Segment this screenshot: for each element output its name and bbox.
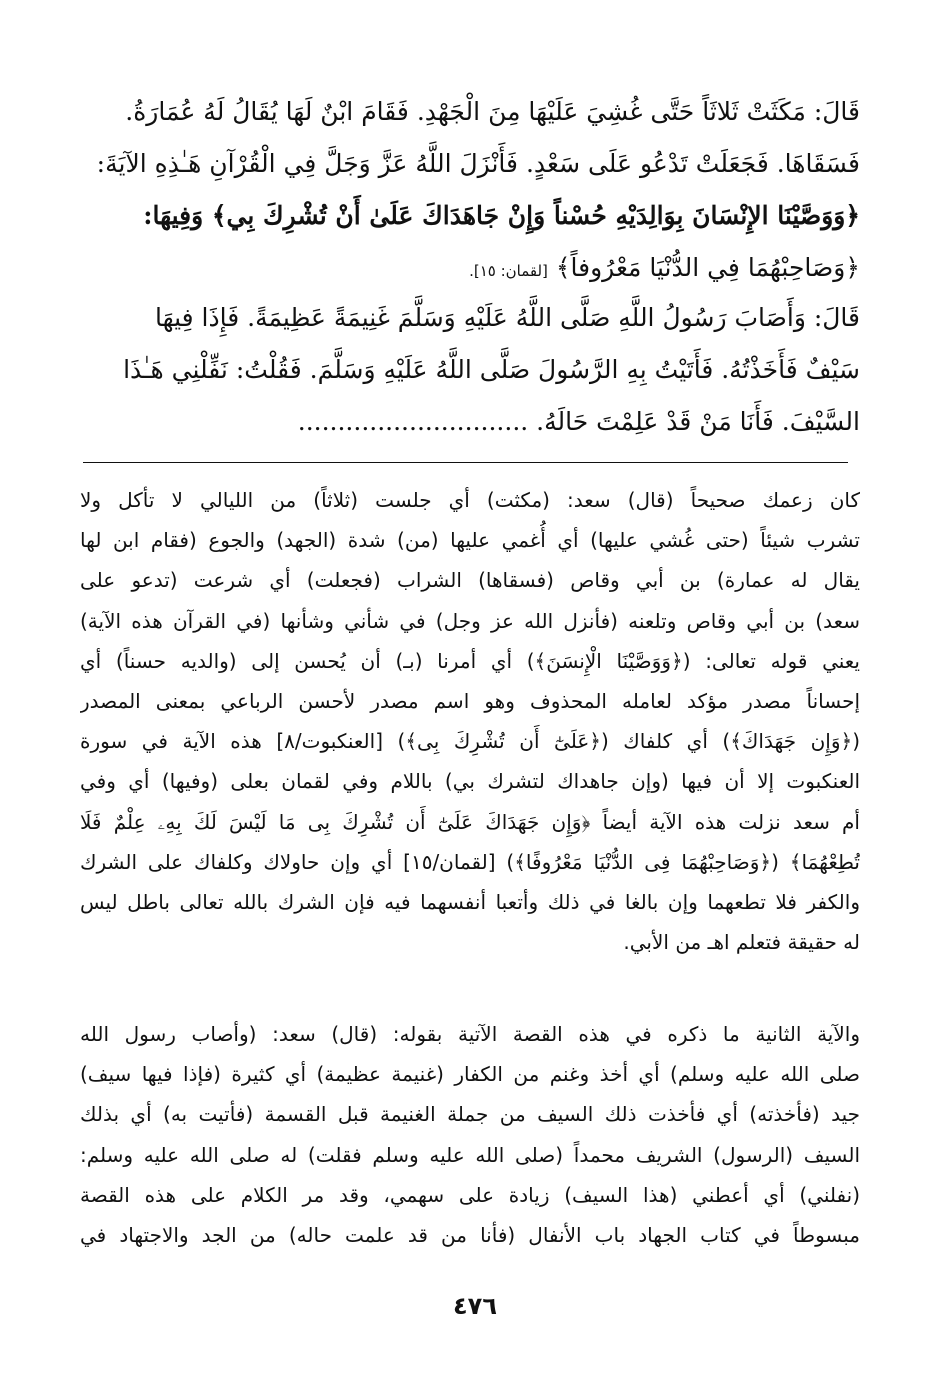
- commentary-line: والآية الثانية ما ذكره في هذه القصة الآتية بقوله: (قال) سعد: (وأصاب رسول الله: [80, 1022, 860, 1046]
- commentary-line: إحساناً مصدر مؤكد لعامله المحذوف وهو اسم مصدر لأحسن الرباعي بمعنى المصدر: [80, 688, 860, 713]
- commentary-line: (﴿وَإِن جَهَدَاكَ﴾) أي كلفاك (﴿عَلَىٰٓ أَن تُشْرِكَ بِى﴾) [العنكبوت/٨] هذه الآية في سورة: [80, 729, 860, 754]
- commentary-line: يعني قوله تعالى: (﴿وَوَصَّيْنَا الْإِنسَنَ﴾) أي أمرنا (بـ) أن يُحسن إلى (والديه حسناً) أي: [80, 648, 860, 673]
- commentary-line: سعد) بن أبي وقاص وتلعنه (فأنزل الله عز وجل) في شأني وشأنها (في القرآن هذه الآية): [80, 608, 860, 633]
- main-text-line: قَالَ: مَكَثَتْ ثَلاثَاً حَتَّى غُشِيَ عَلَيْهَا مِنَ الْجَهْدِ. فَقَامَ ابْنٌ لَهَا يُقَالُ لَهُ عُمَارَةُ.: [125, 97, 860, 126]
- commentary-line: العنكبوت إلا أن فيها (وإن جاهداك لتشرك بي) باللام وفي لقمان بعلى (وفيها) أي وفي: [80, 769, 860, 794]
- commentary-line: تشرب شيئاً (حتى غُشي عليها) أي أُغمي عليها (من) شدة (الجهد) والجوع (فقام ابن لها: [80, 528, 860, 553]
- commentary-line: تُطِعْهُمَا﴾ (﴿وَصَاحِبْهُمَا فِى الدُّنْيَا مَعْرُوفًا﴾) [لقمان/١٥] أي وإن حاولاك وكلفاك على الشرك: [80, 849, 860, 874]
- commentary-line: يقال له عمارة) بن أبي وقاص (فسقاها) الشراب (فجعلت) أي شرعت (تدعو على: [80, 568, 860, 593]
- main-text-line: السَّيْفَ. فَأَنَا مَنْ قَدْ عَلِمْتَ حَالَهُ. .............................: [297, 407, 860, 436]
- main-text-line: سَيْفٌ فَأَخَذْتُهُ. فَأَتَيْتُ بِهِ الرَّسُولَ صَلَّى اللَّهُ عَلَيْهِ وَسَلَّمَ. فَقُلْتُ: نَفِّلْنِي هَـٰذَا: [123, 355, 860, 384]
- commentary-line: جيد (فأخذته) أي فأخذت ذلك السيف من جملة الغنيمة قبل القسمة (فأتيت به) أي بذلك: [80, 1102, 860, 1127]
- commentary-line: أم سعد نزلت هذه الآية أيضاً ﴿وَإِن جَهَدَاكَ عَلَىٰٓ أَن تُشْرِكَ بِى مَا لَيْسَ لَكَ بِهِۦ عِلْمٌ فَلَا: [80, 809, 860, 834]
- commentary-line: صلى الله عليه وسلم) أي أخذ وغنم من الكفار (غنيمة عظيمة) أي كثيرة (فإذا فيها سيف): [80, 1062, 860, 1087]
- quran-verse: ﴿وَصَاحِبْهُمَا فِي الدُّنْيَا مَعْرُوفاً﴾: [555, 253, 860, 282]
- commentary-line: السيف (الرسول) الشريف محمداً (صلى الله عليه وسلم فقلت) له صلى الله عليه وسلم:: [80, 1142, 860, 1167]
- commentary-block-1: [80, 480, 860, 962]
- main-text-line-with-reference: [80, 242, 860, 294]
- commentary-line: له حقيقة فتعلم اهـ من الأبي.: [623, 930, 860, 955]
- main-text-paragraph-1: [80, 86, 860, 294]
- quran-verse-line: ﴿وَوَصَّيْنَا الإِنْسَانَ بِوَالِدَيْهِ حُسْناً وَإِنْ جَاهَدَاكَ عَلَىٰ أَنْ تُشْرِكَ بِي﴾ وَفِيهَا:: [143, 201, 860, 230]
- commentary-line: كان زعمك صحيحاً (قال) سعد: (مكثت) أي جلست (ثلاثاً) من الليالي لا تأكل ولا: [80, 488, 860, 512]
- commentary-line: والكفر فلا تطعهما وإن بالغا في ذلك وأتعبا أنفسهما فيه فإن الشرك بالله تعالى باطل ليس: [80, 889, 860, 914]
- commentary-block-2: [80, 1014, 860, 1255]
- verse-reference: [لقمان: ١٥].: [469, 262, 548, 280]
- main-text-paragraph-2: [80, 292, 860, 448]
- page-number: ٤٧٦: [453, 1292, 497, 1320]
- commentary-line: مبسوطاً في كتاب الجهاد باب الأنفال (فأنا من قد علمت حاله) من الجد والاجتهاد في: [80, 1222, 860, 1247]
- commentary-line: (نفلني) أي أعطني (هذا السيف) زيادة على سهمي، وقد مر الكلام على هذه القصة: [80, 1182, 860, 1207]
- footnote-divider: [83, 462, 848, 463]
- main-text-line: فَسَقَاهَا. فَجَعَلَتْ تَدْعُو عَلَى سَعْدٍ. فَأَنْزَلَ اللَّهُ عَزَّ وَجَلَّ فِي الْقُرْآنِ هَـٰذِهِ الآيَةَ:: [96, 149, 860, 178]
- main-text-line: قَالَ: وَأَصَابَ رَسُولُ اللَّهِ صَلَّى اللَّهُ عَلَيْهِ وَسَلَّمَ غَنِيمَةً عَظِيمَةً. فَإِذَا فِيهَا: [154, 303, 860, 332]
